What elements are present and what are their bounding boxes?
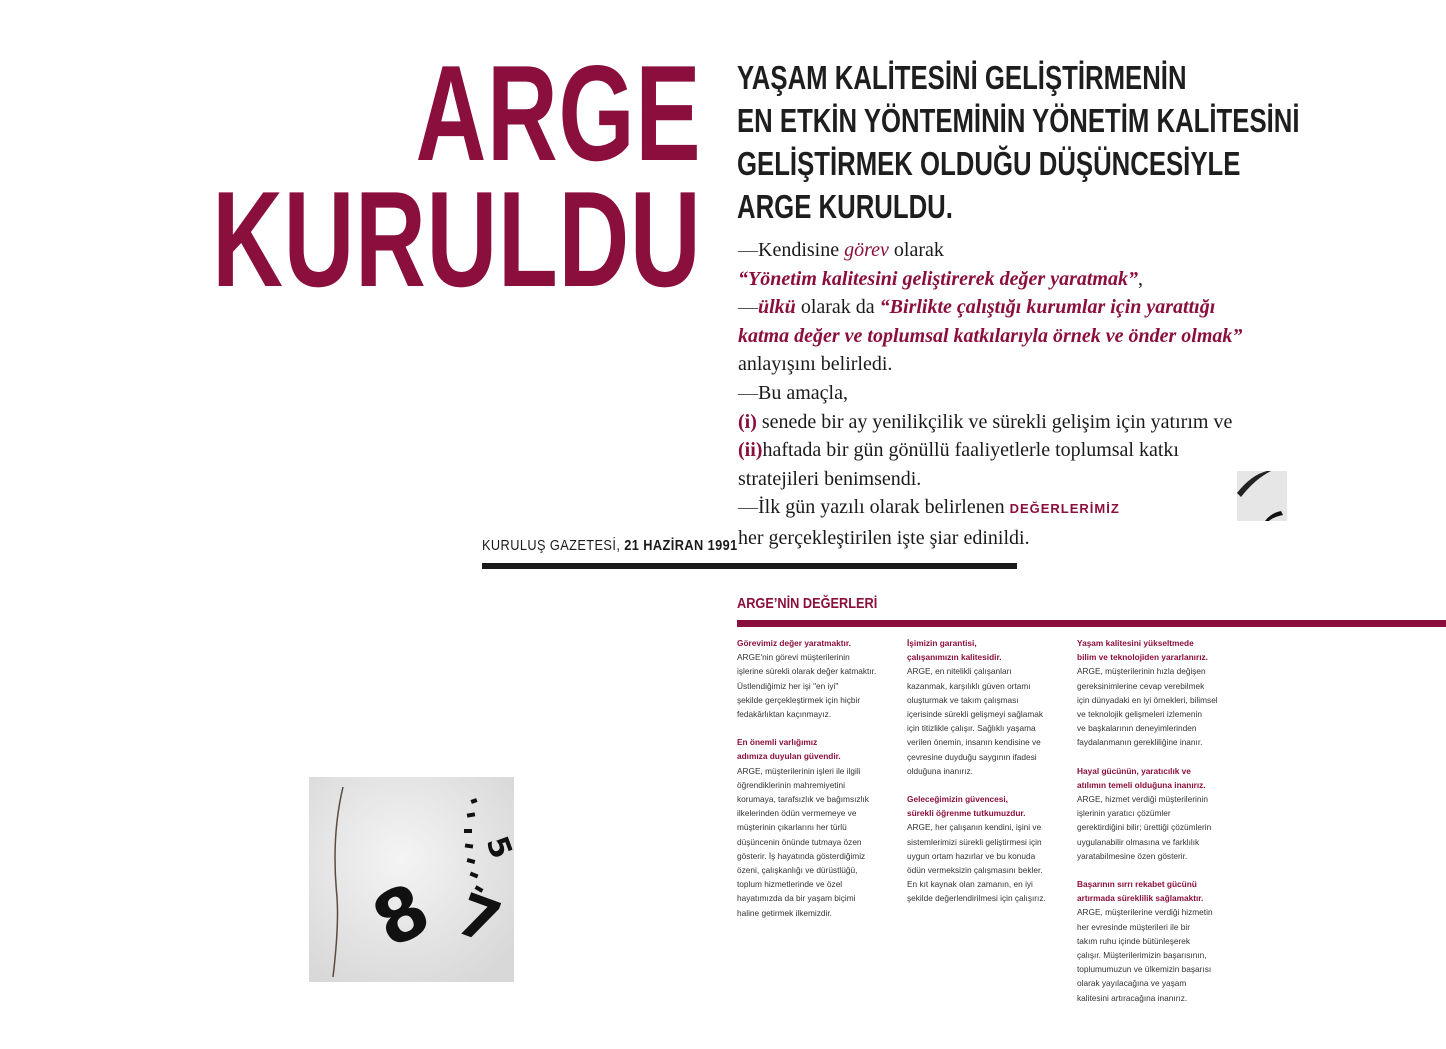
value-text: toplumumuzun ve ülkemizin başarısı	[1077, 964, 1212, 975]
clock-face-graphic	[309, 777, 519, 982]
value-text: faydalanmanın gerekliliğine inanır.	[1077, 737, 1203, 748]
divider-red	[737, 620, 1446, 627]
story-text-span: Kendisine	[758, 239, 845, 261]
story-accent: katma değer ve toplumsal katkılarıyla örnek ve önder olmak”	[738, 324, 1243, 347]
story-line: anlayışını belirledi.	[738, 353, 893, 376]
story-text-span: olarak da	[795, 296, 880, 319]
story-line: stratejileri benimsendi.	[738, 467, 922, 490]
value-text: içerisinde sürekli gelişmeyi sağlamak	[907, 709, 1044, 720]
value-block	[737, 636, 897, 721]
value-heading: Yaşam kalitesini yükseltmede	[1077, 638, 1194, 648]
value-text: ve başkalarının deneyimlerinden	[1077, 723, 1197, 734]
value-block	[1077, 764, 1237, 863]
value-text: müşterinin çıkarlarını her türlü	[737, 822, 847, 833]
em-dash: —	[738, 496, 758, 519]
value-text: için dünyadaki en iyi örnekleri, bilimsel	[1077, 694, 1218, 705]
value-text: ARGE, her çalışanın kendini, işini ve	[907, 822, 1042, 833]
source-date: 21 HAZİRAN 1991	[624, 537, 738, 554]
story-line	[738, 293, 1338, 322]
values-column-2	[907, 636, 1067, 920]
value-text: işlerinin yaratıcı çözümler	[1077, 808, 1171, 819]
value-text: toplum hizmetlerinde ve özel	[737, 879, 843, 890]
story-line	[738, 236, 1338, 265]
value-heading: çalışanımızın kalitesidir.	[907, 652, 1002, 663]
value-text: şekilde değerlendirilmesi için çalışırız.	[907, 893, 1046, 904]
value-text: uygulanabilir olmasına ve farklılık	[1077, 836, 1200, 847]
divider-black	[482, 563, 1017, 569]
value-text: haline getirmek ilkemizdir.	[737, 907, 832, 918]
value-heading: Görevimiz değer yaratmaktır.	[737, 638, 851, 648]
value-block	[907, 792, 1067, 906]
value-text: ARGE, en nitelikli çalışanları	[907, 666, 1012, 677]
story-text-span: İlk gün yazılı olarak belirlenen	[758, 496, 1010, 519]
page-title-line1: ARGE	[415, 37, 701, 189]
story-line	[738, 322, 1338, 351]
value-text: çevresine duyduğu saygının ifadesi	[907, 751, 1037, 762]
value-text: yaratabilmesine özen gösterir.	[1077, 850, 1188, 861]
story-text-span: Bu amaçla,	[758, 381, 848, 404]
value-text: her evresinde müşterileri ile bir	[1077, 921, 1190, 932]
value-heading: atılımın temeli olduğuna inanırız.	[1077, 779, 1206, 790]
story-line	[738, 408, 1338, 437]
value-text: özeni, çalışkanlığı ve dürüstlüğü,	[737, 865, 858, 876]
em-dash: —	[738, 239, 758, 261]
value-text: uygun ortam hazırlar ve bu konuda	[907, 850, 1036, 861]
values-column-1	[737, 636, 897, 934]
values-word: DEĞERLERİMİZ	[1009, 501, 1120, 517]
headline-line: GELİŞTİRMEK OLDUĞU DÜŞÜNCESİYLE	[737, 145, 1241, 182]
clock-digit-5: 5	[478, 831, 519, 864]
value-text: kazanmak, karşılıklı güven ortamı	[907, 680, 1031, 691]
value-text: öğrendiklerinin mahremiyetini	[737, 779, 845, 790]
headline-line: EN ETKİN YÖNTEMİNİN YÖNETİM KALİTESİNİ	[737, 102, 1300, 139]
value-text: ARGE, hizmet verdiği müşterilerinin	[1077, 794, 1208, 805]
values-column-3	[1077, 636, 1237, 1019]
value-block	[1077, 636, 1237, 750]
story-line	[738, 379, 1338, 408]
value-block	[1077, 877, 1237, 1005]
value-text: kalitesini artıracağına inanırız.	[1077, 992, 1188, 1003]
value-text: ARGE'nin görevi müşterilerinin	[737, 652, 850, 663]
value-text: hayatımızda da bir yaşam biçimi	[737, 893, 856, 904]
story-accent: ülkü	[758, 296, 796, 319]
value-text: için titizlikle çalışır. Sağlıklı yaşama	[907, 723, 1036, 734]
value-text: korumaya, tarafsızlık ve bağımsızlık	[737, 794, 869, 805]
value-text: şekilde gerçekleştirmek için hiçbir	[737, 694, 861, 705]
headline-line: ARGE KURULDU.	[737, 188, 953, 225]
story-accent: “Birlikte çalıştığı kurumlar için yarattığı	[879, 296, 1216, 319]
value-text: sistemlerimizi sürekli geliştirmesi için	[907, 836, 1042, 847]
value-heading: İşimizin garantisi,	[907, 638, 977, 648]
value-text: ve teknolojik gelişmeleri izlemenin	[1077, 709, 1202, 720]
value-heading: Hayal gücünün, yaratıcılık ve	[1077, 765, 1191, 776]
source-caption	[482, 537, 738, 554]
story-text-span: ,	[1137, 267, 1143, 290]
values-title: ARGE’NİN DEĞERLERİ	[737, 595, 878, 612]
value-text: En kıt kaynak olan zamanın, en iyi	[907, 879, 1033, 890]
value-text: ARGE, müşterilerinin işleri ile ilgili	[737, 765, 861, 776]
headline	[737, 56, 1300, 228]
value-text: olarak yayılacağına ve yaşam	[1077, 978, 1187, 989]
value-heading: En önemli varlığımız	[737, 737, 818, 748]
value-heading: Başarının sırrı rekabet gücünü	[1077, 879, 1197, 890]
value-text: düşüncenin önünde tutmaya özen	[737, 836, 862, 847]
value-text: olduğuna inanırız.	[907, 765, 973, 776]
clock-closeup-image	[309, 777, 519, 982]
story-text-span: senede bir ay yenilikçilik ve sürekli gelişim için yatırım ve	[756, 410, 1233, 433]
value-text: işlerine sürekli olarak değer katmaktır.	[737, 666, 877, 677]
value-heading: Geleceğimizin güvencesi,	[907, 794, 1008, 805]
story-text-span: haftada bir gün gönüllü faaliyetlerle toplumsal katkı	[762, 439, 1179, 462]
clock-digit-8: 8	[359, 866, 443, 965]
value-heading: bilim ve teknolojiden yararlanırız.	[1077, 652, 1208, 663]
value-text: ARGE, müşterilerine verdiği hizmetin	[1077, 907, 1213, 918]
story-accent: görev	[844, 239, 889, 261]
value-text: ilkelerinden ödün vermemeye ve	[737, 808, 857, 819]
value-text: gerektirdiğini bilir; ürettiği çözümlerin	[1077, 822, 1212, 833]
value-text: çalışır. Müşterilerimizin başarısının,	[1077, 950, 1207, 961]
clock-detail-image	[1237, 471, 1287, 521]
story-line	[738, 265, 1338, 294]
value-text: oluşturmak ve takım çalışması	[907, 694, 1019, 705]
value-text: ödün vermeksizin çalışmasını bekler.	[907, 865, 1043, 876]
page-title	[211, 37, 701, 315]
clock-digit-7: 7	[448, 879, 510, 958]
source-label: KURULUŞ GAZETESİ,	[482, 537, 625, 554]
value-text: gösterir. İş hayatında gösterdiğimiz	[737, 850, 866, 861]
value-heading: artırmada süreklilik sağlamaktır.	[1077, 893, 1204, 904]
em-dash: —	[738, 296, 758, 319]
value-text: fedakârlıktan kaçınmayız.	[737, 709, 832, 720]
clock-hand-graphic	[1237, 471, 1287, 521]
list-number: (i)	[738, 410, 757, 433]
value-text: takım ruhu içinde bütünleşerek	[1077, 935, 1190, 946]
headline-line: YAŞAM KALİTESİNİ GELİŞTİRMENİN	[737, 59, 1187, 96]
value-block	[737, 735, 897, 920]
value-heading: adımıza duyulan güvendir.	[737, 751, 841, 762]
value-block	[907, 636, 1067, 778]
story-accent: “Yönetim kalitesini geliştirerek değer yaratmak”	[738, 267, 1138, 290]
story-line	[738, 436, 1338, 465]
em-dash: —	[738, 381, 758, 404]
list-number: (ii)	[738, 439, 763, 462]
value-text: gereksinimlerine cevap verebilmek	[1077, 680, 1205, 691]
value-text: Üstlendiğimiz her işi "en iyi"	[737, 680, 839, 691]
page-title-line2: KURULDU	[211, 163, 701, 315]
story-text-span: olarak	[888, 239, 944, 261]
value-text: ARGE, müşterilerinin hızla değişen	[1077, 666, 1206, 677]
value-heading: sürekli öğrenme tutkumuzdur.	[907, 808, 1026, 819]
value-text: verilen önemin, insanın kendisine ve	[907, 737, 1041, 748]
story-line: her gerçekleştirilen işte şiar edinildi.	[738, 526, 1030, 549]
